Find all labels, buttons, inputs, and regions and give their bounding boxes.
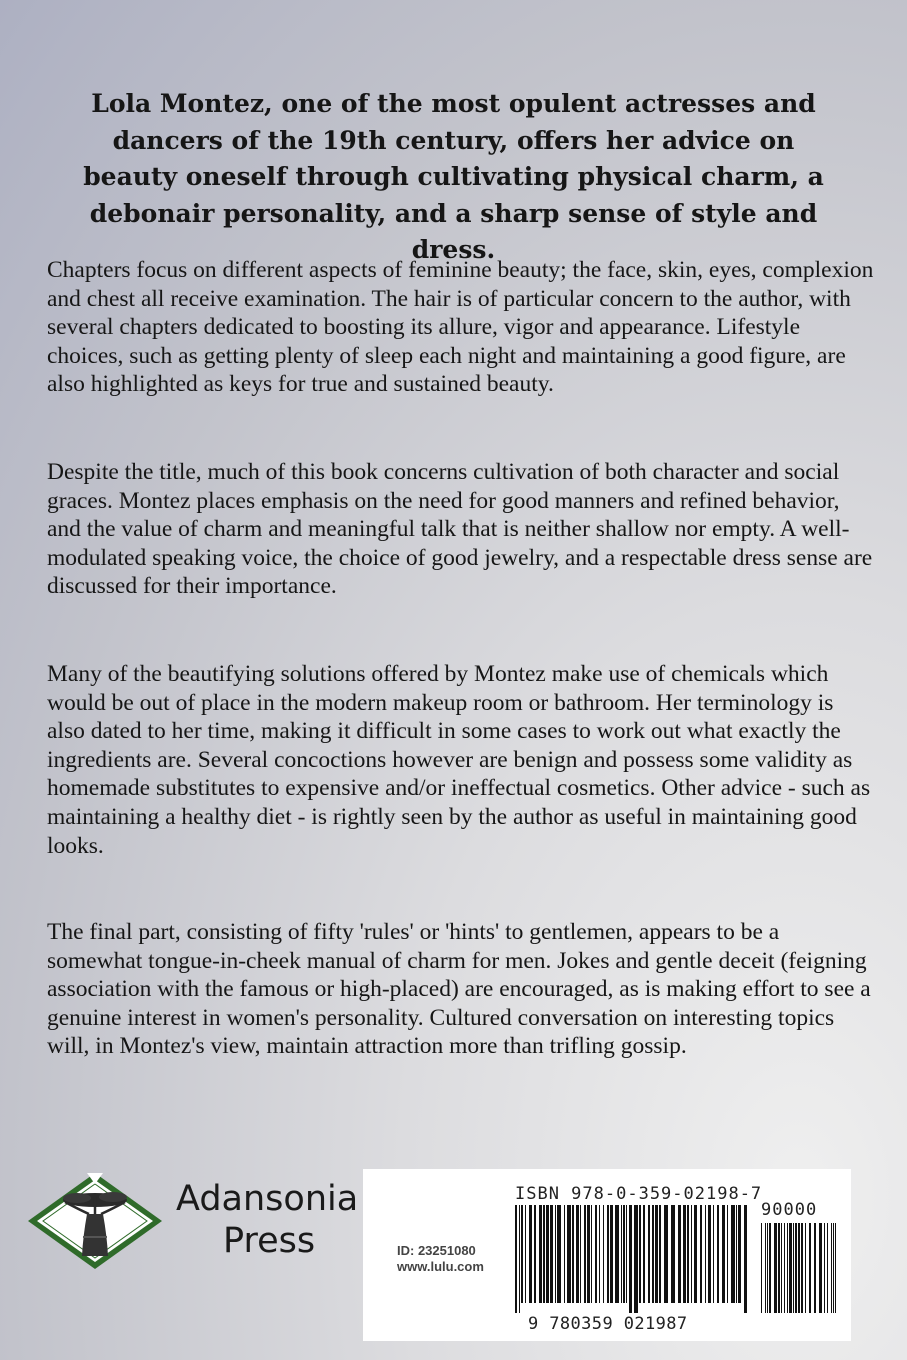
barcode-bar [615, 1205, 619, 1303]
barcode-bar [671, 1205, 675, 1303]
barcode-bar [591, 1205, 592, 1303]
barcode-bar [555, 1205, 556, 1303]
price-barcode-bar [778, 1223, 780, 1313]
barcode-bar [607, 1205, 609, 1303]
barcode-bar [659, 1205, 661, 1303]
barcode-bar [687, 1205, 689, 1303]
barcode-bar [634, 1205, 638, 1313]
publisher-name [176, 1178, 366, 1262]
barcode-bar [722, 1205, 725, 1303]
publisher-name-line-1: Adansonia [176, 1179, 359, 1219]
barcode-bar [546, 1205, 549, 1303]
price-barcode-bar [795, 1223, 797, 1313]
barcode-bar [557, 1205, 561, 1303]
barcode-bar [736, 1205, 737, 1303]
barcode-bar [603, 1205, 604, 1303]
price-barcode-bar [789, 1223, 792, 1313]
barcode-bar [550, 1205, 553, 1303]
barcode-bar [621, 1205, 622, 1303]
price-barcode-bar [819, 1223, 822, 1313]
barcode-bar [678, 1205, 681, 1303]
publisher-name-line-2: Press [223, 1221, 316, 1261]
price-code: 90000 [761, 1200, 818, 1220]
isbn-barcode-box [363, 1169, 851, 1341]
price-barcode-bar [827, 1223, 828, 1313]
barcode-bar [639, 1205, 641, 1303]
barcode-bar [727, 1205, 728, 1303]
price-barcode-bar [835, 1223, 836, 1313]
barcode-bar [655, 1205, 658, 1303]
lulu-url: www.lulu.com [397, 1259, 484, 1274]
barcode-bar [643, 1205, 645, 1303]
lulu-id-block [397, 1243, 484, 1275]
ean-digits: 9 780359 021987 [528, 1314, 688, 1334]
barcode-bar [515, 1205, 517, 1313]
barcode-bar [708, 1205, 711, 1303]
barcode-bar [599, 1205, 600, 1303]
price-barcode-bar [781, 1223, 782, 1313]
barcode-bar [626, 1205, 627, 1303]
barcode-bar [652, 1205, 654, 1303]
price-barcode-bar [801, 1223, 803, 1313]
barcode-bar [519, 1205, 520, 1313]
barcode-bar [539, 1205, 542, 1303]
barcode-bar [595, 1205, 597, 1303]
barcode-bar [705, 1205, 706, 1303]
ean-barcode [515, 1205, 845, 1315]
barcode-bar [587, 1205, 590, 1303]
barcode-bar [648, 1205, 650, 1303]
baobab-tree-icon [25, 1170, 165, 1272]
barcode-bar [534, 1205, 536, 1303]
price-barcode-bar [793, 1223, 794, 1313]
description-paragraph-2: Despite the title, much of this book concerns cultivation of both character and social graces. Montez places emphasis on the need for good manners and refined behavior, and the value of charm and meaningful talk that is neither shallow nor empty. A well-modulated speaking voice, the choice of good jewelry, and a respectable dress sense are discussed for their importance. [47, 459, 873, 600]
price-barcode-bar [784, 1223, 785, 1313]
barcode-bar [731, 1205, 735, 1303]
price-barcode-bar [833, 1223, 834, 1313]
price-barcode-bar [824, 1223, 825, 1313]
barcode-bar [664, 1205, 668, 1303]
barcode-bar [694, 1205, 697, 1303]
barcode-bar [580, 1205, 581, 1303]
price-barcode-bar [787, 1223, 788, 1313]
price-barcode-bar [798, 1223, 800, 1313]
description-paragraph-1: Chapters focus on different aspects of feminine beauty; the face, skin, eyes, complexion and chest all receive examination. The hair is of particular concern to the author, with several chapters dedicated to boosting its allure, vigor and appearance. Lifestyle choices, such as getting plenty of sleep each night and maintaining a good figure, are also highlighted as keys for true and sustained beauty. [47, 257, 874, 398]
isbn-label: ISBN 978-0-359-02198-7 [515, 1184, 763, 1204]
price-barcode-bar [831, 1223, 832, 1313]
price-barcode-bar [805, 1223, 806, 1313]
back-cover-headline: Lola Montez, one of the most opulent actresses and dancers of the 19th century, offers her advice on beauty oneself through cultivating physical charm, a debonair personality, and a sharp sense of style and dress. [83, 89, 824, 264]
barcode-bar [713, 1205, 714, 1303]
barcode-bar [576, 1205, 579, 1303]
barcode-bar [543, 1205, 545, 1303]
barcode-bar [700, 1205, 702, 1303]
barcode-bar [623, 1205, 625, 1303]
barcode-bar [521, 1205, 523, 1303]
barcode-bar [529, 1205, 532, 1303]
barcode-bar [629, 1205, 632, 1313]
barcode-bar [584, 1205, 586, 1303]
barcode-bar [683, 1205, 686, 1303]
lulu-id: ID: 23251080 [397, 1243, 476, 1258]
barcode-bar [610, 1205, 613, 1303]
price-barcode-bar [769, 1223, 771, 1313]
price-barcode-bar [767, 1223, 768, 1313]
barcode-bar [744, 1205, 747, 1313]
description-paragraph-3: Many of the beautifying solutions offered by Montez make use of chemicals which would be out of place in the modern makeup room or bathroom. Her terminology is also dated to her time, making it difficult in some cases to work out what exactly the ingredients are. Several concoctions however are benign and possess some validity as homemade substitutes to expensive and/or ineffectual cosmetics. Other advice - such as maintaining a healthy diet - is rightly seen by the author as useful in maintaining good looks. [47, 661, 871, 859]
barcode-bar [717, 1205, 719, 1303]
price-barcode-bar [765, 1223, 766, 1313]
barcode-bar [691, 1205, 692, 1303]
price-barcode-bar [761, 1223, 762, 1313]
barcode-bar [525, 1205, 526, 1303]
price-barcode-bar [814, 1223, 816, 1313]
barcode-bar [567, 1205, 571, 1303]
price-barcode-bar [774, 1223, 777, 1313]
description-paragraph-4: The final part, consisting of fifty 'rules' or 'hints' to gentlemen, appears to be a somewhat tongue-in-cheek manual of charm for men. Jokes and gentle deceit (feigning association with the famous or high-placed) are encouraged, as is making effort to see a genuine interest in women's personality. Cultured conversation on interesting topics will, in Montez's view, maintain attraction more than trifling gossip. [47, 919, 871, 1060]
barcode-bar [738, 1205, 741, 1303]
barcode-bar [572, 1205, 574, 1303]
price-barcode-bar [809, 1223, 811, 1313]
barcode-bar [564, 1205, 565, 1303]
